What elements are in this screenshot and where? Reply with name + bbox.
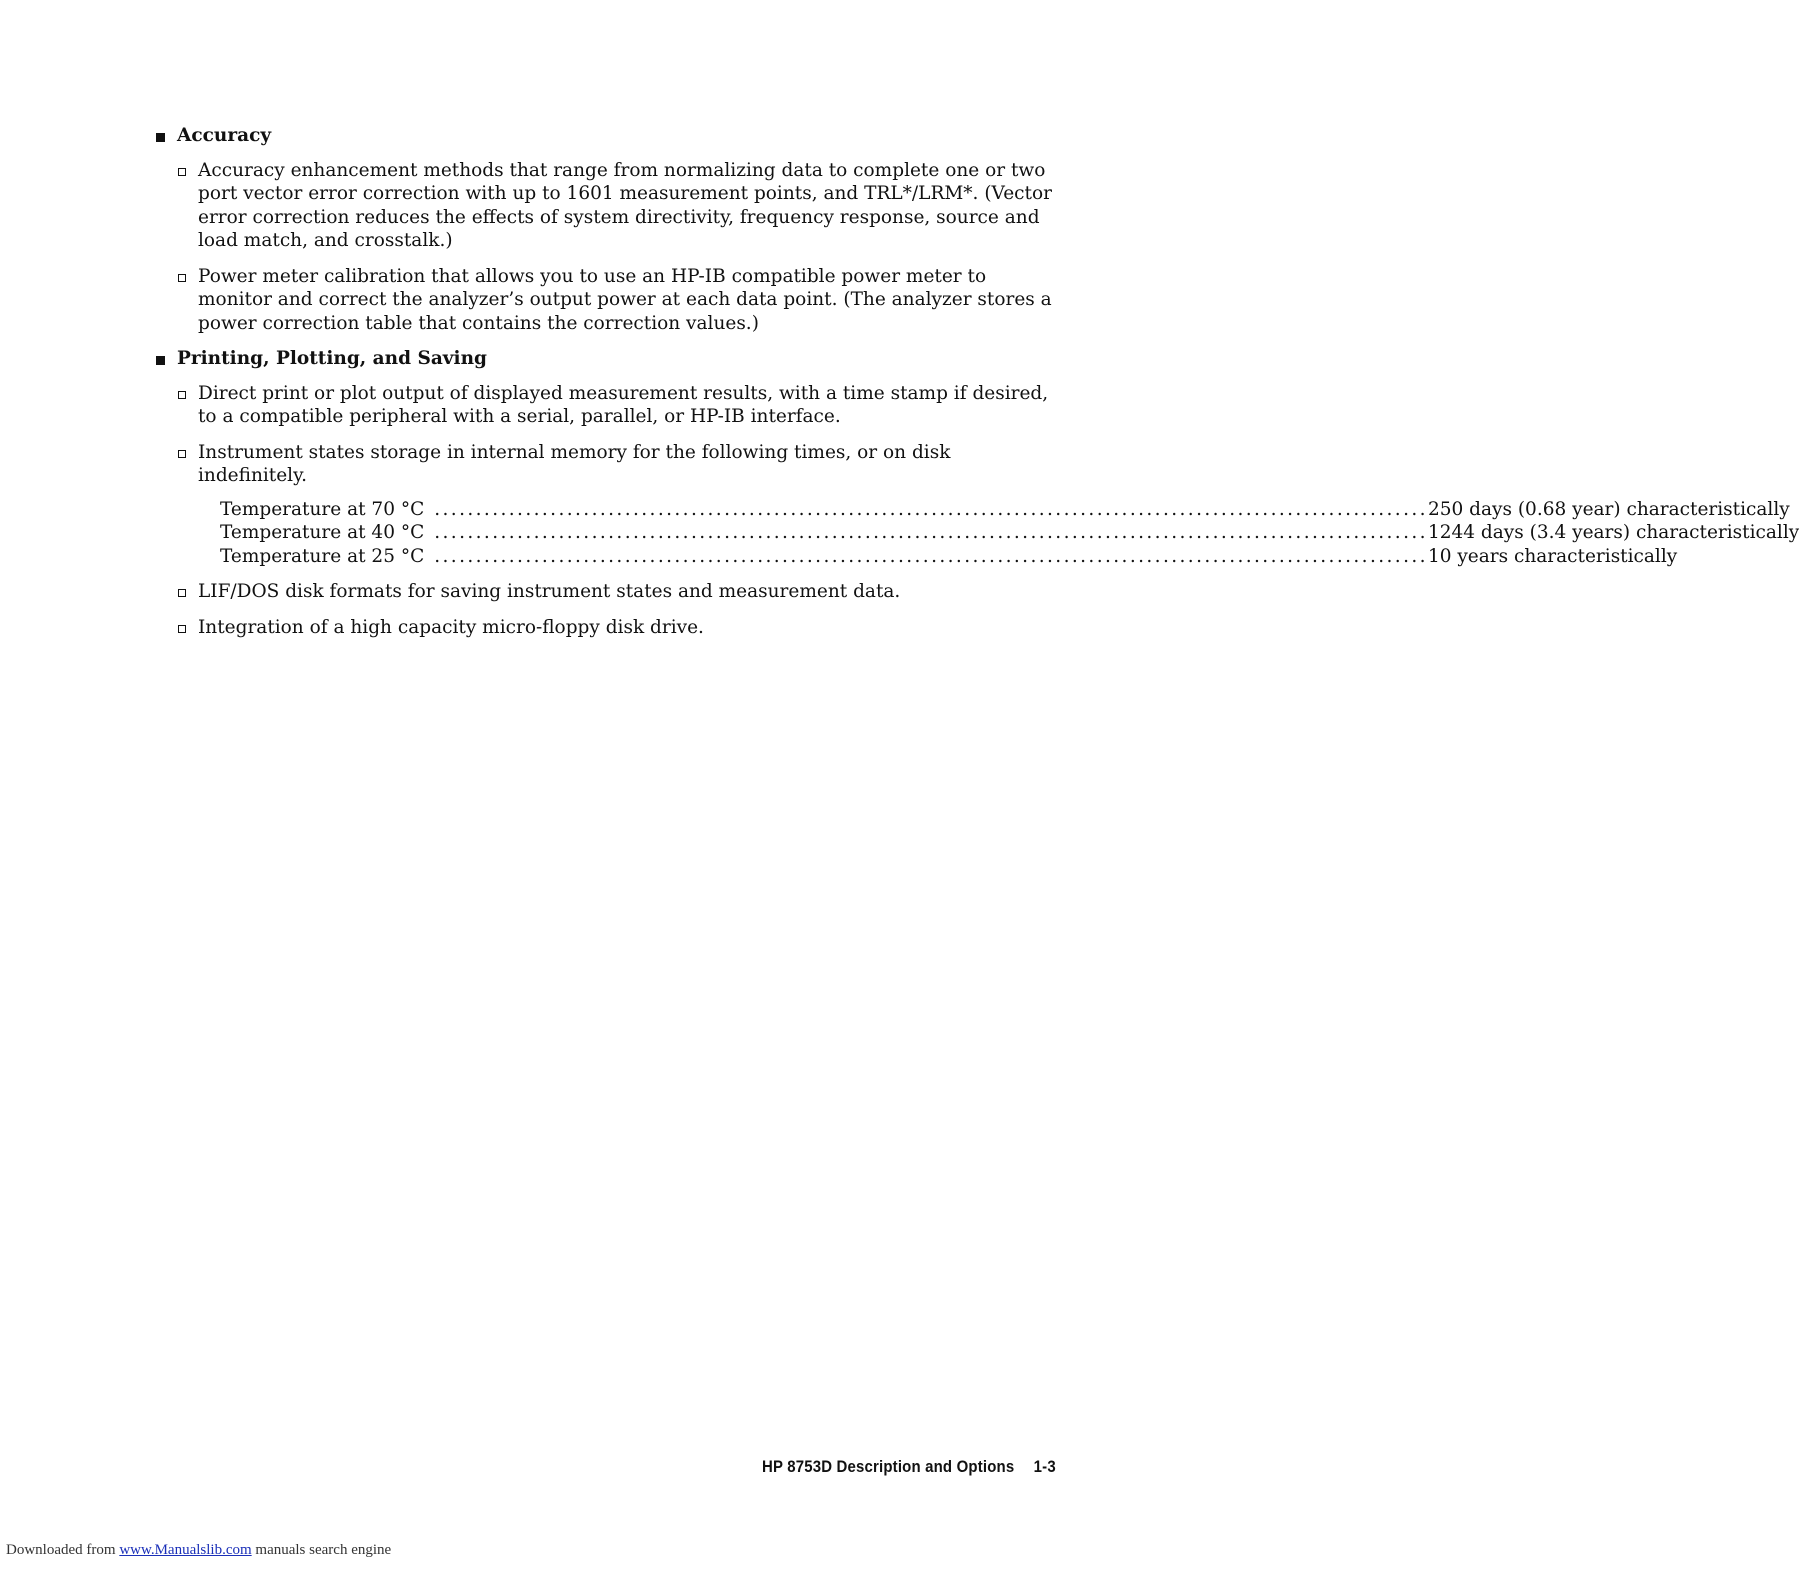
download-note [6, 1542, 391, 1559]
list-item [177, 265, 1060, 336]
temperature-row [220, 498, 1790, 522]
list-item [177, 580, 1060, 604]
item-text: LIF/DOS disk formats for saving instrument states and measurement data. [198, 581, 901, 602]
hollow-square-bullet-icon [178, 589, 186, 597]
download-note-suffix: manuals search engine [255, 1542, 392, 1558]
page-footer [762, 1457, 1056, 1477]
list-item [177, 441, 1060, 488]
dot-leader: ........................................................................................................................ [434, 522, 1428, 543]
hollow-square-bullet-icon [178, 450, 186, 458]
section-accuracy [155, 124, 1060, 335]
manualslib-link[interactable]: www.Manualslib.com [119, 1542, 252, 1558]
download-note-prefix: Downloaded from [6, 1542, 116, 1558]
temperature-row [220, 521, 1799, 545]
temperature-value: 10 years characteristically [1427, 545, 1678, 567]
section-title: Accuracy [177, 125, 272, 146]
item-text: Power meter calibration that allows you to use an HP-IB compatible power meter to monitor and correct the analyzer’s output power at each data point. (The analyzer stores a power correction table that contains the correction values.) [198, 265, 1052, 334]
list-item [177, 382, 1060, 429]
item-text: Direct print or plot output of displayed measurement results, with a time stamp if desired, to a compatible peripheral with a serial, parallel, or HP-IB interface. [198, 382, 1049, 427]
dot-leader: ........................................................................................................................ [434, 498, 1428, 520]
square-bullet-icon [156, 133, 165, 142]
temperature-value: 1244 days (3.4 years) characteristically [1427, 522, 1799, 543]
hollow-square-bullet-icon [178, 274, 186, 282]
section-printing-plotting-saving [155, 347, 1799, 639]
temperature-table [220, 498, 1799, 569]
page-number: 1-3 [1033, 1457, 1056, 1476]
temperature-label: Temperature at 25 °C [220, 545, 425, 567]
footer-title: HP 8753D Description and Options [762, 1457, 1015, 1476]
temperature-row [220, 545, 1678, 569]
item-text: Instrument states storage in internal memory for the following times, or on disk indefinitely. [198, 441, 951, 486]
hollow-square-bullet-icon [178, 625, 186, 633]
temperature-label: Temperature at 70 °C [220, 498, 425, 520]
section-title: Printing, Plotting, and Saving [177, 348, 487, 369]
item-text: Integration of a high capacity micro-floppy disk drive. [198, 616, 704, 638]
temperature-value: 250 days (0.68 year) characteristically [1427, 498, 1790, 520]
dot-leader: ........................................................................................................................ [434, 545, 1428, 567]
hollow-square-bullet-icon [178, 391, 186, 399]
temperature-label: Temperature at 40 °C [220, 522, 425, 543]
list-item [177, 159, 1060, 253]
document-body [155, 124, 1799, 651]
item-text: Accuracy enhancement methods that range from normalizing data to complete one or two port vector error correction with up to 1601 measurement points, and TRL*/LRM*. (Vector error correction reduces the effects of system directivity, frequency response, source and load match, and crosstalk.) [198, 159, 1052, 251]
square-bullet-icon [156, 356, 165, 365]
hollow-square-bullet-icon [178, 168, 186, 176]
list-item [177, 616, 1060, 640]
